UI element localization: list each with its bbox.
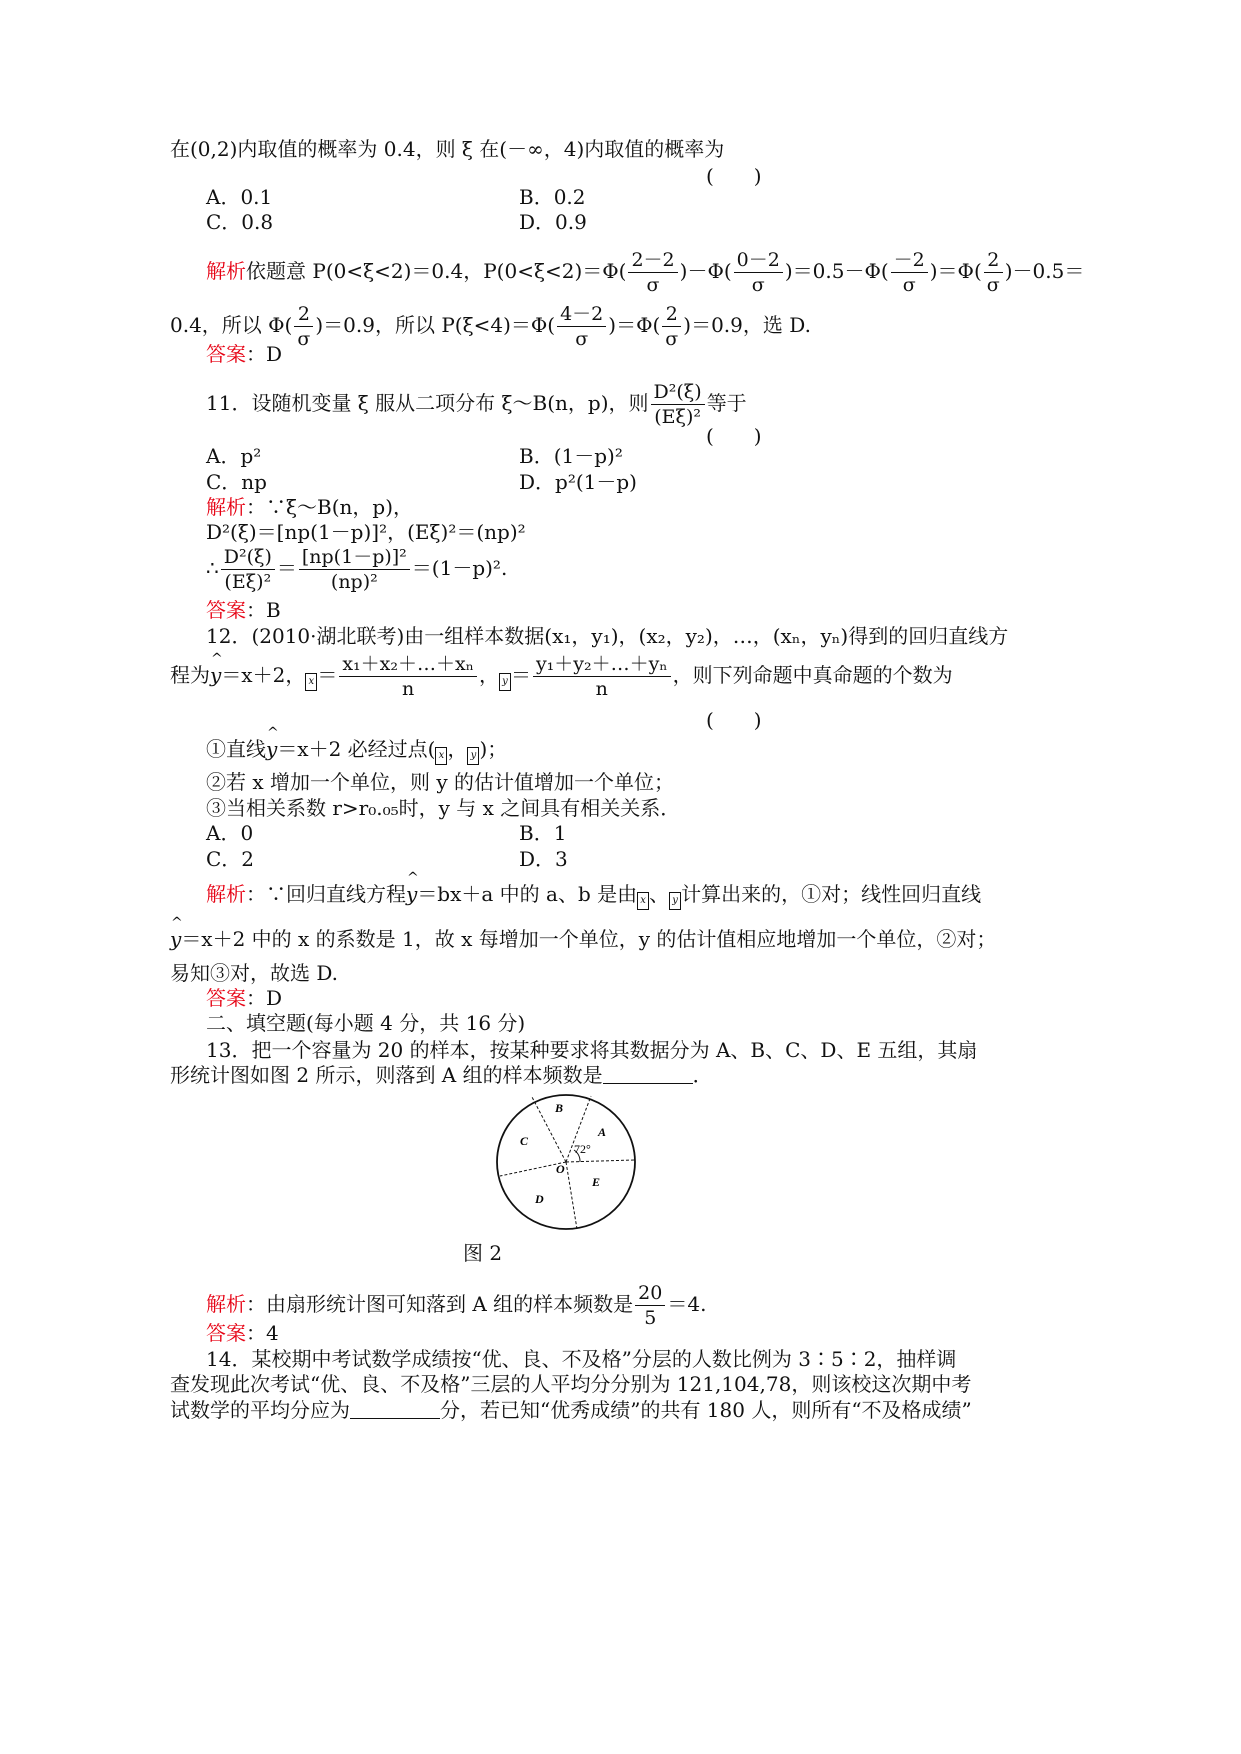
fraction: $\frac{2}{\sigma}$: [984, 248, 1003, 297]
q14-line3: 试数学的平均分应为 分，若已知“优秀成绩”的共有 180 人，则所有“不及格成绩”: [170, 1398, 972, 1422]
fraction: $\frac{0-2}{\sigma}$: [734, 248, 783, 297]
y-bar-placeholder: y: [499, 673, 511, 691]
q10-answer: 答案：D: [206, 342, 283, 366]
q11-option-a: A．p²: [206, 444, 262, 468]
fraction: $\frac{2}{\sigma}$: [294, 302, 313, 351]
y-bar-placeholder: y: [467, 747, 479, 765]
sector-label-d: D: [535, 1192, 544, 1206]
q10-option-b: B．0.2: [519, 185, 586, 209]
q12-solution-line3: 易知③对，故选 D.: [170, 961, 339, 985]
figure-caption: 图 2: [463, 1241, 503, 1265]
q10-solution-line1: 解析依题意 P(0<ξ<2)＝0.4，P(0<ξ<2)＝Φ( $\frac{2-2}{\sigma}$ )－Φ( $\frac{0-2}{\sigma}$ )＝0.5－Φ( $\frac{-2}{\sigma}$ )＝Φ( $\frac{2}{\sigma}$ )－0.5＝: [206, 249, 1085, 296]
fraction: $\frac{\text{D²(ξ)}}{\text{(Eξ)²}}$: [221, 545, 275, 594]
q12-solution-line1: 解析：∵回归直线方程^ y＝bx＋a 中的 a、b 是由 x 、 y 计算出来的，①对；线性回归直线: [206, 881, 981, 910]
q11-stem: 11．设随机变量 ξ 服从二项分布 ξ～B(n，p)，则 $\frac{\text{D²(ξ)}}{\text{(Eξ)²}}$ 等于: [206, 381, 747, 428]
sector-divider: [566, 1160, 634, 1162]
sector-label-c: C: [520, 1134, 529, 1148]
pie-chart-figure: [494, 1092, 644, 1232]
q11-option-d: D．p²(1－p): [519, 470, 637, 494]
q10-solution-line2: 0.4，所以 Φ( $\frac{2}{\sigma}$ )＝0.9，所以 P(ξ<4)＝Φ( $\frac{4-2}{\sigma}$ )＝Φ( $\frac{2}{\sigma}$ )＝0.9，选 D.: [170, 303, 811, 350]
fraction: $\frac{20}{5}$: [635, 1281, 665, 1330]
y-hat: ^ y: [406, 881, 417, 907]
q11-solution-line1: 解析：∵ξ～B(n，p)，: [206, 495, 414, 519]
q12-answer: 答案：D: [206, 986, 283, 1010]
center-label-o: O: [556, 1162, 565, 1176]
sector-label-a: A: [598, 1125, 607, 1139]
q13-stem-line2: 形统计图如图 2 所示，则落到 A 组的样本频数是 ．: [170, 1063, 713, 1087]
solution-label: 解析: [206, 495, 246, 519]
q13-answer: 答案：4: [206, 1321, 279, 1345]
solution-label: 解析: [206, 259, 246, 283]
q12-stem-line1: 12．(2010·湖北联考)由一组样本数据(x₁，y₁)，(x₂，y₂)，…，(xₙ，yₙ)得到的回归直线方: [206, 624, 1009, 648]
q11-answer-paren: ( ): [706, 424, 762, 448]
answer-blank: [603, 1065, 693, 1084]
fraction: $\frac{2-2}{\sigma}$: [628, 248, 677, 297]
answer-label: 答案: [206, 598, 246, 622]
answer-label: 答案: [206, 1321, 246, 1345]
q10-answer-paren: ( ): [706, 164, 762, 188]
q12-option-a: A．0: [206, 821, 254, 845]
fraction: $\frac{2}{\sigma}$: [662, 302, 681, 351]
fraction: $\frac{4-2}{\sigma}$: [557, 302, 606, 351]
answer-label: 答案: [206, 986, 246, 1010]
fraction: $\frac{-2}{\sigma}$: [891, 248, 928, 297]
y-bar-placeholder: y: [669, 892, 681, 910]
q12-stem-line2: 程为^ y＝x＋2， x ＝ $\frac{\text{x₁＋x₂＋…＋xₙ}}{n}$ ， y ＝ $\frac{\text{y₁＋y₂＋…＋yₙ}}{n}$ ，则下列命题中真命题的个数为: [170, 652, 953, 701]
q10-option-a: A．0.1: [206, 185, 273, 209]
x-bar-placeholder: x: [305, 673, 317, 691]
q14-line1: 14．某校期中考试数学成绩按“优、良、不及格”分层的人数比例为 3∶5∶2，抽样调: [206, 1347, 957, 1371]
q10-option-d: D．0.9: [519, 210, 587, 234]
q12-answer-paren: ( ): [706, 708, 762, 732]
answer-blank: [350, 1400, 440, 1419]
x-bar-placeholder: x: [435, 747, 447, 765]
q10-option-c: C．0.8: [206, 210, 274, 234]
angle-label: 72°: [574, 1142, 591, 1156]
y-hat: ^ y: [266, 736, 277, 762]
q14-line2: 查发现此次考试“优、良、不及格”三层的人平均分分别为 121,104,78，则该校这次期中考: [170, 1372, 972, 1396]
fraction: $\frac{\text{D²(ξ)}}{\text{(Eξ)²}}$: [651, 380, 705, 429]
q12-item1: ①直线^ y＝x＋2 必经过点( x ， y )；: [206, 736, 507, 765]
q12-item3: ③当相关系数 r>r₀.₀₅时，y 与 x 之间具有相关关系．: [206, 796, 681, 820]
y-hat: ^ y: [170, 926, 181, 952]
q11-solution-line3: ∴ $\frac{\text{D²(ξ)}}{\text{(Eξ)²}}$ ＝ $\frac{\text{[np(1－p)]²}}{\text{(np)²}}$ ＝(1－p)².: [206, 546, 508, 593]
sector-label-b: B: [555, 1101, 564, 1115]
sector-divider: [566, 1162, 577, 1229]
fraction: $\frac{\text{y₁＋y₂＋…＋yₙ}}{n}$: [533, 652, 671, 701]
solution-label: 解析: [206, 1292, 246, 1316]
fraction: $\frac{\text{[np(1－p)]²}}{\text{(np)²}}$: [299, 545, 410, 594]
q11-option-c: C．np: [206, 470, 267, 494]
fraction: $\frac{\text{x₁＋x₂＋…＋xₙ}}{n}$: [339, 652, 477, 701]
q13-solution: 解析：由扇形统计图可知落到 A 组的样本频数是 $\frac{20}{5}$ ＝4.: [206, 1282, 707, 1329]
q12-option-c: C．2: [206, 847, 255, 871]
q11-solution-line2: D²(ξ)＝[np(1－p)]²，(Eξ)²＝(np)²: [206, 520, 526, 544]
q10-stem: 在(0,2)内取值的概率为 0.4，则 ξ 在(－∞，4)内取值的概率为: [170, 137, 725, 161]
q11-answer: 答案：B: [206, 598, 281, 622]
x-bar-placeholder: x: [637, 892, 649, 910]
q12-option-d: D．3: [519, 847, 568, 871]
section-heading-fill-in: 二、填空题(每小题 4 分，共 16 分): [206, 1011, 526, 1035]
q13-stem-line1: 13．把一个容量为 20 的样本，按某种要求将其数据分为 A、B、C、D、E 五组，其扇: [206, 1038, 978, 1062]
q12-item2: ②若 x 增加一个单位，则 y 的估计值增加一个单位；: [206, 770, 675, 794]
q12-solution-line2: ^ y＝x＋2 中的 x 的系数是 1，故 x 每增加一个单位，y 的估计值相应地增加一个单位，②对；: [170, 926, 996, 952]
q11-option-b: B．(1－p)²: [519, 444, 623, 468]
y-hat: ^ y: [210, 662, 221, 688]
sector-label-e: E: [592, 1175, 601, 1189]
answer-label: 答案: [206, 342, 246, 366]
solution-label: 解析: [206, 882, 246, 906]
q12-option-b: B．1: [519, 821, 567, 845]
